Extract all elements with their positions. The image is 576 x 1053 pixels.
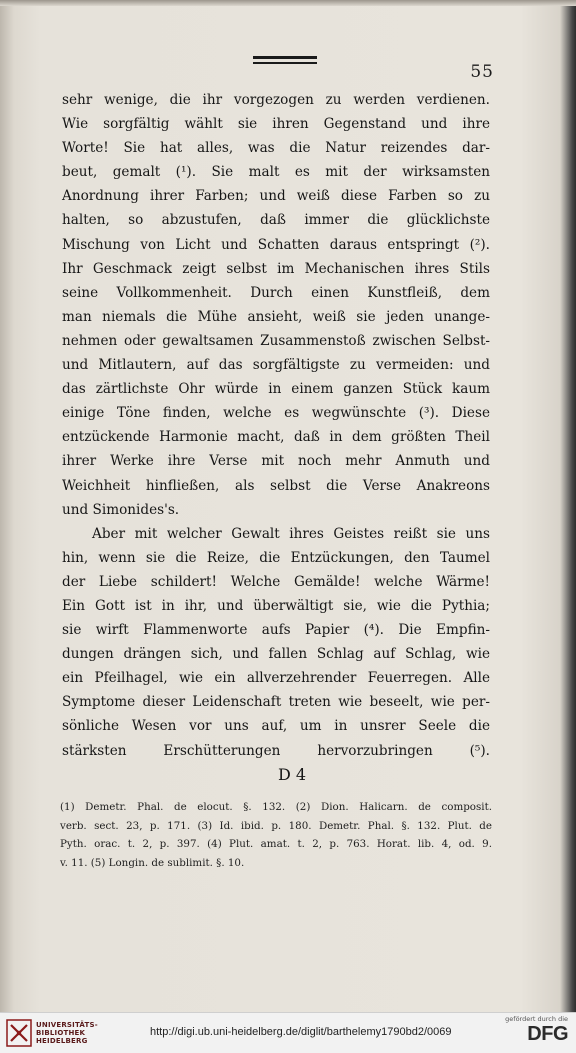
library-name-line: UNIVERSITÄTS- [36, 1021, 98, 1029]
footnote-separator [62, 792, 490, 793]
text-line: dungen drängen sich, und fallen Schlag auf Schlag, wie [62, 646, 490, 663]
library-name-line: HEIDELBERG [36, 1037, 88, 1045]
text-line: sie wirft Flammenworte aufs Papier (⁴). Die Empfin- [62, 622, 490, 639]
text-line: beut, gemalt (¹). Sie malt es mit der wirksamsten [62, 164, 490, 181]
text-line: entzückende Harmonie macht, daß in dem größten Theil [62, 429, 490, 446]
sponsor-logo[interactable] [498, 1015, 568, 1045]
text-line: sehr wenige, die ihr vorgezogen zu werden verdienen. [62, 92, 490, 108]
text-line: ein Pfeilhagel, wie ein allverzehrender Feuerregen. Alle [62, 670, 490, 687]
footnote-line: v. 11. (5) Longin. de sublimit. §. 10. [60, 856, 245, 869]
text-line: hin, wenn sie die Reize, die Entzückungen, den Taumel [62, 549, 490, 566]
text-line: Weichheit hinfließen, als selbst die Verse Anakreons [62, 477, 490, 494]
text-line: seine Vollkommenheit. Durch einen Kunstfleiß, dem [62, 284, 490, 301]
text-line: Ihr Geschmack zeigt selbst im Mechanischen ihres Stils [62, 260, 490, 277]
viewer-footer [0, 1012, 576, 1053]
library-seal-icon [6, 1019, 32, 1047]
text-line: der Liebe schildert! Welche Gemälde! welche Wärme! [62, 573, 490, 590]
body-text [62, 88, 490, 763]
text-line: Ein Gott ist in ihr, und überwältigt sie, wie die Pythia; [62, 597, 490, 614]
text-line: Mischung von Licht und Schatten daraus entspringt (²). [62, 236, 490, 253]
text-line: Wie sorgfältig wählt sie ihren Gegenstand und ihre [62, 116, 490, 133]
header-ornament [253, 56, 317, 66]
page-edge [0, 0, 576, 6]
page-number: 55 [470, 62, 494, 82]
text-line: stärksten Erschütterungen hervorzubringen (⁵). [62, 742, 490, 759]
text-line: Aber mit welcher Gewalt ihres Geistes reißt sie uns [92, 525, 490, 542]
text-line: und Mitlautern, auf das sorgfältigste zu vermeiden: und [62, 357, 490, 374]
text-line: einige Töne finden, welche es wegwünschte (³). Diese [62, 405, 490, 422]
text-line: man niemals die Mühe ansieht, weiß sie jeden unange- [62, 308, 490, 325]
library-name-line: BIBLIOTHEK [36, 1029, 86, 1037]
footnotes [60, 798, 492, 872]
text-line: Worte! Sie hat alles, was die Natur reizendes dar- [62, 140, 490, 157]
text-line: sönliche Wesen vor uns auf, um in unsrer Seele die [62, 718, 490, 735]
text-line: Anordnung ihrer Farben; und weiß diese Farben so zu [62, 188, 490, 205]
sponsor-name: DFG [527, 1023, 568, 1045]
sponsor-label: gefördert durch die [505, 1015, 568, 1023]
footnote-line: Pyth. orac. t. 2, p. 397. (4) Plut. amat. t. 2, p. 763. Horat. lib. 4, od. 9. [60, 838, 492, 851]
text-line: das zärtlichste Ohr würde in einem ganzen Stück kaum [62, 381, 490, 398]
signature-mark: D 4 [278, 765, 307, 784]
library-name [36, 1021, 126, 1045]
permalink-url[interactable]: http://digi.ub.uni-heidelberg.de/diglit/barthelemy1790bd2/0069 [150, 1026, 452, 1038]
ornament-rule-thick [253, 56, 317, 59]
text-line: nehmen oder gewaltsamen Zusammenstoß zwischen Selbst- [62, 332, 490, 349]
library-logo[interactable] [6, 1018, 126, 1048]
text-line: halten, so abzustufen, daß immer die glücklichste [62, 212, 490, 229]
text-line: ihrer Werke ihre Verse mit noch mehr Anmuth und [62, 453, 490, 470]
ornament-rule-thin [253, 62, 317, 64]
text-line: Symptome dieser Leidenschaft treten wie beseelt, wie per- [62, 694, 490, 711]
footnote-line: verb. sect. 23, p. 171. (3) Id. ibid. p. 180. Demetr. Phal. §. 132. Plut. de [60, 819, 492, 832]
footnote-line: (1) Demetr. Phal. de elocut. §. 132. (2) Dion. Halicarn. de composit. [60, 801, 492, 813]
text-line: und Simonides's. [62, 501, 180, 518]
